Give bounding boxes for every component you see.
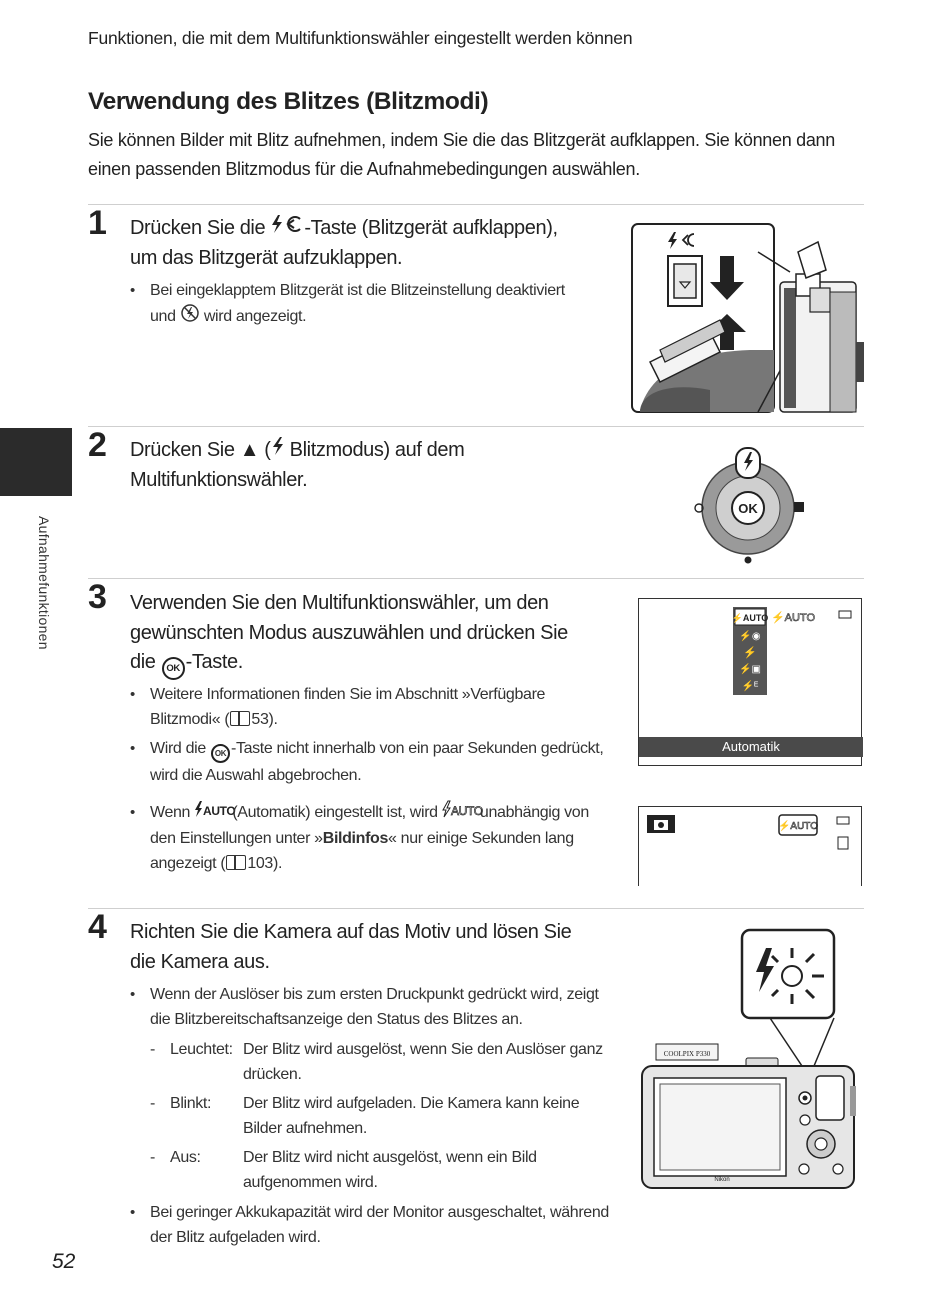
running-header: Funktionen, die mit dem Multifunktionswähler eingestellt werden können: [88, 28, 633, 48]
shooting-screen: [638, 806, 862, 886]
step-4-bullet: • Bei geringer Akkukapazität wird der Monitor ausgeschaltet, während der Blitz aufgeladen wird.: [130, 1204, 609, 1246]
status-item-off: - Aus: Der Blitz wird nicht ausgelöst, wenn ein Bild aufgenommen wird.: [150, 1149, 537, 1191]
flash-auto-icon: [194, 800, 236, 826]
page-title: Verwendung des Blitzes (Blitzmodi): [88, 88, 489, 115]
divider: [88, 204, 864, 205]
svg-text:⚡▣: ⚡▣: [739, 664, 761, 675]
step-3-bullet: • Wird die OK -Taste nicht innerhalb von ein paar Sekunden gedrückt, wird die Auswahl abgebrochen.: [130, 740, 604, 784]
divider: [88, 908, 864, 909]
camera-model-label: COOLPIX P330: [663, 1050, 711, 1058]
svg-text:⚡◉: ⚡◉: [739, 631, 761, 642]
divider: [88, 578, 864, 579]
intro-paragraph: Sie können Bilder mit Blitz aufnehmen, indem Sie die das Blitzgerät aufklappen. Sie können dann einen passenden Blitzmodus für die Aufnahmebedingungen auswählen.: [88, 130, 835, 179]
book-reference-icon: [230, 711, 250, 726]
svg-text:⚡AUTO: ⚡AUTO: [777, 821, 819, 832]
svg-text:AUTO: AUTO: [450, 804, 483, 818]
flash-off-icon: [180, 303, 200, 331]
camera-back-illustration: [640, 926, 858, 1190]
step-number: 4: [88, 908, 107, 946]
ok-button-icon: OK: [162, 657, 185, 680]
step-3-bullet: • Weitere Informationen finden Sie im Abschnitt »Verfügbare Blitzmodi« ( 53).: [130, 686, 546, 728]
dial-ok-label: OK: [738, 501, 758, 516]
step-number: 2: [88, 426, 107, 464]
svg-text:⚡: ⚡: [743, 647, 757, 659]
step-2-heading: Drücken Sie ▲ ( Blitzmodus) auf dem Multifunktionswähler.: [130, 436, 464, 495]
svg-text:AUTO: AUTO: [203, 804, 236, 818]
status-item-on: - Leuchtet: Der Blitz wird ausgelöst, wenn Sie den Auslöser ganz drücken.: [150, 1041, 603, 1083]
svg-text:⚡ᴱ: ⚡ᴱ: [741, 681, 759, 692]
book-reference-icon: [226, 855, 246, 870]
step-number: 3: [88, 578, 107, 616]
flash-icon: [271, 436, 285, 466]
svg-text:⚡AUTO: ⚡AUTO: [770, 612, 816, 624]
chapter-tab: [0, 428, 72, 496]
flash-mode-menu-screen: [638, 598, 862, 766]
ok-button-icon: OK: [211, 744, 230, 763]
flash-auto-icon: [442, 800, 483, 826]
step-3-heading: Verwenden Sie den Multifunktionswähler, um den gewünschten Modus auszuwählen und drücken Sie die OK -Taste.: [130, 589, 568, 680]
step-1-heading: Drücken Sie die -Taste (Blitzgerät aufklappen), um das Blitzgerät aufzuklappen.: [130, 214, 558, 273]
camera-logo: Nikon: [714, 1177, 730, 1183]
menu-selected-label: Automatik: [639, 737, 863, 757]
chapter-label: Aufnahmefunktionen: [36, 516, 52, 650]
status-item-blink: - Blinkt: Der Blitz wird aufgeladen. Die Kamera kann keine Bilder aufnehmen.: [150, 1095, 580, 1137]
step-4-bullet: • Wenn der Auslöser bis zum ersten Druckpunkt gedrückt wird, zeigt die Blitzbereitschaftsanzeige den Status des Blitzes an.: [130, 986, 599, 1028]
step-4-heading: Richten Sie die Kamera auf das Motiv und lösen Sie die Kamera aus.: [130, 921, 572, 973]
svg-text:⚡AUTO: ⚡AUTO: [731, 613, 769, 623]
page-number: 52: [52, 1250, 76, 1273]
multi-selector-dial: [688, 444, 810, 566]
flash-popup-button-icon: [270, 214, 304, 244]
camera-flash-popup-illustration: [630, 222, 866, 414]
step-3-bullet: • Wenn AUTO (Automatik) eingestellt ist, wird AUTO unabhängig von den Einstellungen unter »Bildinfos« nur einige Sekunden lang angezeigt ( 103).: [130, 800, 610, 876]
step-1-bullet: • Bei eingeklapptem Blitzgerät ist die Blitzeinstellung deaktiviert und wird angezeigt.: [130, 278, 590, 331]
step-number: 1: [88, 204, 107, 242]
divider: [88, 426, 864, 427]
